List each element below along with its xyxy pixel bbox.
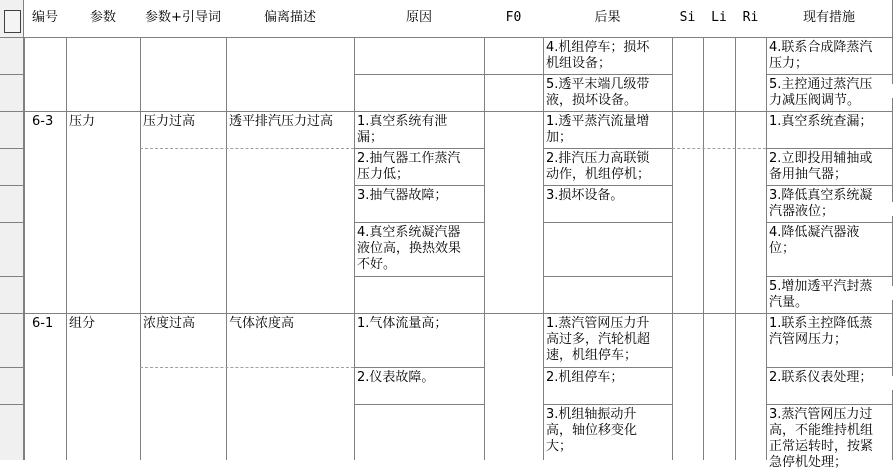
deviation-cell[interactable]: 气体浓度高	[229, 316, 295, 331]
param-guide-cell[interactable]: 压力过高	[143, 114, 196, 129]
cause-cell[interactable]: 1.气体流量高；	[357, 316, 448, 331]
cause-cell[interactable]: 2.抽气器工作蒸汽 压力低；	[357, 151, 461, 182]
header-si[interactable]: Si	[672, 0, 703, 37]
measure-cell[interactable]: 1.联系主控降低蒸 汽管网压力；	[769, 316, 873, 347]
header-param-guide[interactable]: 参数+引导词	[140, 0, 226, 37]
param-cell[interactable]: 组分	[69, 316, 96, 331]
consequence-cell[interactable]: 2.机组停车；	[546, 370, 624, 385]
header-id[interactable]: 编号	[24, 0, 66, 37]
header-li[interactable]: Li	[703, 0, 735, 37]
consequence-cell[interactable]: 1.透平蒸汽流量增 加；	[546, 114, 650, 145]
measure-cell[interactable]: 4.联系合成降蒸汽 压力；	[769, 40, 873, 71]
measure-cell[interactable]: 5.主控通过蒸汽压 力减压阀调节。	[769, 77, 873, 108]
measure-cell[interactable]: 5.增加透平汽封蒸 汽量。	[769, 279, 873, 310]
select-all-button[interactable]	[4, 10, 21, 33]
header-measures[interactable]: 现有措施	[766, 0, 892, 37]
cause-cell[interactable]: 4.真空系统凝汽器 液位高，换热效果 不好。	[357, 225, 462, 272]
consequence-cell[interactable]: 3.损坏设备。	[546, 188, 624, 203]
header-consequence[interactable]: 后果	[543, 0, 672, 37]
row-header-column	[0, 0, 24, 460]
header-deviation[interactable]: 偏离描述	[226, 0, 354, 37]
measure-cell[interactable]: 4.降低凝汽器液 位；	[769, 225, 860, 256]
measure-cell[interactable]: 1.真空系统查漏；	[769, 114, 873, 129]
header-f0[interactable]: F0	[484, 0, 543, 37]
consequence-cell[interactable]: 2.排汽压力高联锁 动作，机组停机；	[546, 151, 651, 182]
header-ri[interactable]: Ri	[735, 0, 766, 37]
measure-cell[interactable]: 3.降低真空系统凝 汽器液位；	[769, 188, 873, 219]
param-guide-cell[interactable]: 浓度过高	[143, 316, 196, 331]
measure-cell[interactable]: 2.立即投用辅抽或 备用抽气器；	[769, 151, 873, 182]
cause-cell[interactable]: 1.真空系统有泄 漏；	[357, 114, 448, 145]
header-cause[interactable]: 原因	[354, 0, 484, 37]
deviation-cell[interactable]: 透平排汽压力过高	[229, 114, 334, 129]
cause-cell[interactable]: 3.抽气器故障；	[357, 188, 448, 203]
measure-cell[interactable]: 2.联系仪表处理；	[769, 370, 873, 385]
consequence-cell[interactable]: 3.机组轴振动升 高，轴位移变化 大；	[546, 407, 638, 454]
param-cell[interactable]: 压力	[69, 114, 96, 129]
id-cell[interactable]: 6-3	[32, 114, 54, 129]
consequence-cell[interactable]: 1.蒸汽管网压力升 高过多，汽轮机超 速，机组停车；	[546, 316, 651, 363]
header-param[interactable]: 参数	[66, 0, 140, 37]
consequence-cell[interactable]: 4.机组停车；损坏 机组设备；	[546, 40, 650, 71]
measure-cell[interactable]: 3.蒸汽管网压力过 高，不能维持机组 正常运转时，按紧 急停机处理；	[769, 407, 874, 470]
consequence-cell[interactable]: 5.透平末端几级带 液，损坏设备。	[546, 77, 650, 108]
cause-cell[interactable]: 2.仪表故障。	[357, 370, 435, 385]
id-cell[interactable]: 6-1	[32, 316, 54, 331]
